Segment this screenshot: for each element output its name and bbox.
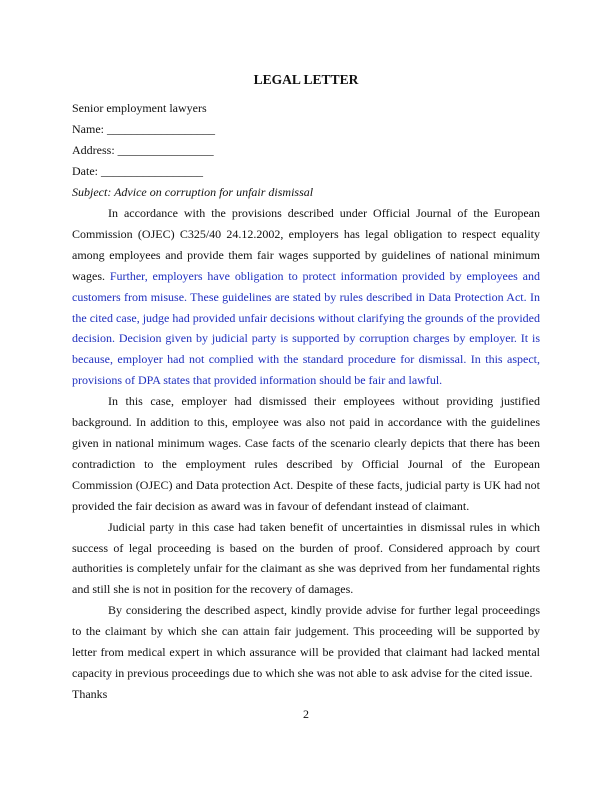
page-number: 2 xyxy=(303,707,309,721)
date-field-line: Date: _________________ xyxy=(72,164,203,178)
address-field-line: Address: ________________ xyxy=(72,143,214,157)
letter-title: LEGAL LETTER xyxy=(253,72,359,87)
name-field-line: Name: __________________ xyxy=(72,122,215,136)
paragraph-1-text: In accordance with the provisions described under Official Journal of the European Commission (OJEC) C325/40 24.12.2002, employers has legal obligation to respect equality among employees and provide them fair wages supported by guidelines of national minimum wages. xyxy=(72,206,540,283)
letter-page xyxy=(72,70,540,705)
paragraph-3: Judicial party in this case had taken benefit of uncertainties in dismissal rules in which success of legal proceeding is based on the burden of proof. Considered approach by court authorities is completely unfair for the claimant as she was deprived from her fundamental rights and still she is not in position for the recovery of damages. xyxy=(72,519,540,597)
paragraph-4: By considering the described aspect, kindly provide advise for further legal proceedings to the claimant by which she can attain fair judgement. This proceeding will be supported by letter from medical expert in which assurance will be provided that claimant had lacked mental capacity in previous proceedings due to which she was not able to ask advise for the cited issue. xyxy=(72,603,540,680)
closing-thanks: Thanks xyxy=(72,686,108,701)
subject-line: Subject: Advice on corruption for unfair dismissal xyxy=(72,185,314,199)
recipient-line: Senior employment lawyers xyxy=(72,101,207,115)
paragraph-1 xyxy=(72,203,540,391)
paragraph-2: In this case, employer had dismissed their employees without providing justified background. In addition to this, employee was also not paid in accordance with the guidelines given in national minimum wages. Case facts of the scenario clearly depicts that there has been contradiction to the employment rules described by Official Journal of the European Commission (OJEC) and Data protection Act. Despite of these facts, judicial party is UK had not provided the fair decision as award was in favour of defendant instead of claimant. xyxy=(72,394,540,513)
paragraph-1-highlighted-text: Further, employers have obligation to protect information provided by employees and customers from misuse. These guidelines are stated by rules described in Data Protection Act. In the cited case, judge had provided unfair decisions without clarifying the grounds of the provided decision. Decision given by judicial party is supported by corruption charges by employer. It is because, employer had not complied with the standard procedure for dismissal. In this aspect, provisions of DPA states that provided information should be fair and lawful. xyxy=(72,268,541,388)
